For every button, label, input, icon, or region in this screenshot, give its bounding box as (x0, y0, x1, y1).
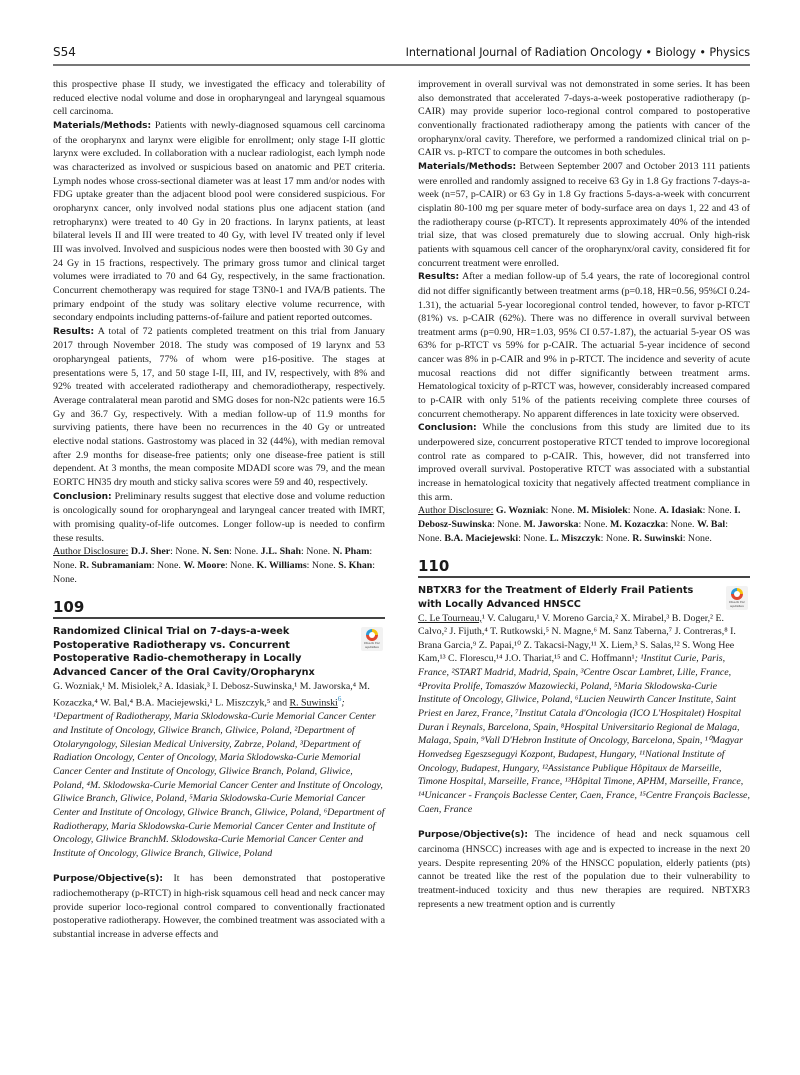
page-number: S54 (53, 45, 76, 59)
presenting-author: C. Le Tourneau, (418, 612, 482, 624)
section-label: Conclusion: (53, 491, 112, 502)
affiliations-109: ; ¹Department of Radiotherapy, Maria Sklodowska-Curie Memorial Cancer Center and Institute of Oncology, Gliwice Branch, Gliwice, Poland, ²Department of Otolaryngology, Silesian Medical University, Zabrze, Poland, ³Department of Radiation Oncology, Center of Oncology, Maria Sklodowska-Curie Memorial Cancer Center and Institute of Oncology, Gliwice Branch, Poland, Gliwice, Poland, ⁴M. Sklodowska-Curie Memorial Cancer Center and Institute of Oncology, Gliwice Branch, Gliwice, Poland, ⁵Maria Sklodowska-Curie Memorial Cancer Center and Institute of Oncology, Gliwice Branch, Gliwice, Poland, ⁶Department of Radiotherapy, Maria Sklodowska-Curie Memorial Cancer Center and Institute of Oncology, Gliwice BranchM. Sklodowska-Curie Memorial Cancer Center and Institute of Oncology, Gliwice Branch, Gliwice, Poland (53, 697, 385, 859)
authors-109: G. Wozniak,¹ M. Misiolek,² A. Idasiak,³ I. Debosz-Suwinska,¹ M. Jaworska,⁴ M. Kozaczka,⁴ W. Bal,⁴ B.A. Maciejewski,¹ L. Miszczyk,⁵ and R. Suwinski$^6$; ¹Department of Radiotherapy, Maria Sklodowska-Curie Memorial Cancer Center and Institute of Oncology, Gliwice Branch, Gliwice, Poland, ²Department of Otolaryngology, Silesian Medical University, Zabrze, Poland, ³Department of Radiation Oncology, Center of Oncology, Maria Sklodowska-Curie Memorial Cancer Center and Institute of Oncology, Gliwice Branch, Poland, Gliwice, Poland, ⁴M. Sklodowska-Curie Memorial Cancer Center and Institute of Oncology, Gliwice Branch, Gliwice, Poland, ⁵Maria Sklodowska-Curie Memorial Cancer Center and Institute of Oncology, Gliwice Branch, Gliwice, Poland, ⁶Department of Radiotherapy, Maria Sklodowska-Curie Memorial Cancer Center and Institute of Oncology, Gliwice BranchM. Sklodowska-Curie Memorial Cancer Center and Institute of Oncology, Gliwice Branch, Gliwice, Poland (53, 680, 385, 859)
results-section-109: Results: After a median follow-up of 5.4 years, the rate of locoregional control did not differ significantly between treatment arms (p=0.18, HR=0.56, 95%CI 0.24-1.31), the actuarial 5-year locoregional control tended, however, to favor p-RTCT (81%) vs. p-CAIR (62%). There was no difference in overall survival between treatment arms (p=0.90, HR=1.03, 95% CI 0.57-1.87), the actuarial 5-year OS was 63% for p-RTCT vs 59% for p-CAIR. The actuarial 5-year incidence of second cancer was 8% in p-CAIR and 9% in p-RTCT. The incidence and severity of acute mucosal reactions did not differ significantly between treatment arms. Hematological toxicity of p-RTCT was, however, considerably increased compared to p-CAIR with only 51% of the patients receiving complete three courses of concurrent chemotherapy. No apparent differences in late toxicity were observed. (418, 271, 750, 420)
presenting-author: R. Suwinski (289, 697, 338, 709)
right-column (418, 78, 750, 911)
section-label: Purpose/Objective(s): (418, 830, 528, 841)
purpose-section-110: Purpose/Objective(s): The incidence of head and neck squamous cell carcinoma (HNSCC) increases with age and is expected to increase in the next 20 years. Despite representing 20% of the HNSCC population, elderly patients (pts) cannot be treated like the rest of the population due to their vulnerability to treatment-induced toxicity and thus new therapies are required. NBTXR3 represents a new treatment option and is currently (418, 829, 750, 910)
section-label: Purpose/Objective(s): (53, 874, 163, 885)
affiliations-110: ; ¹Institut Curie, Paris, France, ²START Madrid, Madrid, Spain, ³Centre Oscar Lambret, Lille, France, ⁴Provita Prolife, Tomaszów Mazowiecki, Poland, ⁵Maria Sklodowska-Curie Institute of Oncology, Gliwice, Poland, ⁶Lucien Neuwirth Cancer Institute, Saint Priest en Jarez, France, ⁷Institut Catala d'Oncologia (ICO L'Hospitalet) Hospital Duran i Reynals, Barcelona, Spain, ⁸Hospital Universitario Regional de Malaga, Malaga, Spain, ⁹Vall D'Hebron Institute of Oncology, Barcelona, Spain, ¹⁰Magyar Honvedseg Egeszsegugyi Kozpont, Budapest, Hungary, ¹¹National Institute of Oncology, Budapest, Hungary, ¹²Assistance Publique Hôpitaux de Marseille, Timone Hospital, Marseille, France, ¹³Hôpital Timone, APHM, Marseille, France, ¹⁴Unicancer - François Baclesse Center, Caen, France, ¹⁵Centre François Baclesse, Caen, France (418, 653, 750, 815)
author-disclosure-109: Author Disclosure: G. Wozniak: None. M. Misiolek: None. A. Idasiak: None. I. Debosz-Suwinska: None. M. Jaworska: None. M. Kozaczka: None. W. Bal: None. B.A. Maciejewski: None. L. Miszczyk: None. R. Suwinski: None. (418, 505, 741, 544)
section-label: Materials/Methods: (53, 120, 152, 131)
purpose-section-109: Purpose/Objective(s): It has been demonstrated that postoperative radiochemotherapy (p-RTCT) in high-risk squamous cell head and neck cancer may provide superior loco-regional control compared to conventionally fractionated postoperative radiotherapy. However, the combined treatment was associated with a substantial increase in adverse effects and (53, 873, 385, 941)
conclusion-section: Conclusion: Preliminary results suggest that elective dose and volume reduction is oncologically sound for oropharyngeal and laryngeal cancer treated with IMRT, with promising quality-of-life outcomes. Longer follow-up is needed to confirm these results. (53, 490, 385, 544)
abstract-title-109: Randomized Clinical Trial on 7-days-a-week Postoperative Radiotherapy vs. Concurrent Postoperative Radio-chemotherapy in Locally Advanced Cancer of the Oral Cavity/Oropharynx Check for updates (53, 625, 385, 679)
abstract-number-109: 109 (53, 598, 385, 619)
check-for-updates-icon[interactable]: Check for updates (726, 586, 748, 610)
section-label: Results: (418, 272, 460, 283)
section-label: Results: (53, 326, 95, 337)
abstract-number-110: 110 (418, 557, 750, 578)
results-section: Results: A total of 72 patients completed treatment on this trial from January 2017 through November 2018. The study was composed of 19 larynx and 53 oropharyngeal patients, 77% of whom were p16-positive. The stages at presentations were 5, 17, and 50 stage I-II, III, and IV, respectively, with 8% and 92% treated with accelerated radiotherapy and chemoradiotherapy, respectively. Average contralateral mean parotid and SMG doses for non-N2c patients were 16.5 Gy and 36.7 Gy, respectively. With a median follow-up of 11.9 months for surviving patients, there have been no recurrences in the 40 Gy or untreated elective nodal stations. Gastrostomy was placed in 32 (44%), with median removal after 2.9 months for disease-free patients; only one disease-free patient is still dependent. At 3 months, the mean composite MDADI score was 79, and the mean EORTC HN35 dry mouth and sticky saliva scores were 59 and 40, respectively. (53, 325, 385, 489)
disclosure-label: Author Disclosure: (53, 546, 129, 558)
continuation-paragraph: this prospective phase II study, we investigated the efficacy and tolerability of reduced elective nodal volume and dose in oropharyngeal and laryngeal squamous cell carcinoma. (53, 79, 385, 118)
journal-title: International Journal of Radiation Oncology • Biology • Physics (405, 46, 750, 59)
left-column (53, 78, 385, 942)
check-for-updates-icon[interactable]: Check for updates (361, 627, 383, 651)
abstract-title-110: NBTXR3 for the Treatment of Elderly Frail Patients with Locally Advanced HNSCC Check for updates (418, 584, 750, 611)
materials-methods-section-109: Materials/Methods: Between September 2007 and October 2013 111 patients were enrolled and randomly assigned to receive 63 Gy in 1.8 Gy fractions 7-days-a-week (n=57, p-CAIR) or 63 Gy in 1.8 Gy fractions 5-days-a-week with concurrent cisplatin 80-100 mg per square meter of body-surface area on days 1, 22 and 43 of the radiotherapy course (p-RTCT). It represents approximately 40% of the intended trial size, that was closed prematurely due to slowing accrual. Only high-risk patients with squamous cell cancer of the oropharynx/oral cavity, considered fit for concurrent treatment were enrolled. (418, 160, 750, 269)
section-label: Conclusion: (418, 423, 477, 434)
disclosure-label: Author Disclosure: (418, 505, 494, 517)
purpose-continued-109: improvement in overall survival was not demonstrated in some series. It has been also demonstrated that accelerated 7-days-a-week postoperative radiotherapy (p-CAIR) may provide superior loco-regional control compared to postoperative conventionally fractionated radiotherapy among the patients with cancer of the oropharynx/oral cavity. Therefore, we performed a randomized clinical trial on p-CAIR vs. p-RTCT to compare the outcomes in both schedules. (418, 79, 750, 159)
authors-110: C. Le Tourneau,¹ V. Calugaru,¹ V. Moreno Garcia,² X. Mirabel,³ B. Doger,² E. Calvo,² J. Fijuth,⁴ T. Rutkowski,⁵ N. Magne,⁶ M. Sanz Taberna,⁷ J. Contreras,⁸ I. Brana Garcia,⁹ Z. Papai,¹⁰ Z. Takacsi-Nagy,¹¹ X. Liem,³ S. Salas,¹² S. Wong Hee Kam,¹³ C. Florescu,¹⁴ J.O. Thariat,¹⁵ and C. Hoffmann¹; ¹Institut Curie, Paris, France, ²START Madrid, Madrid, Spain, ³Centre Oscar Lambret, Lille, France, ⁴Provita Prolife, Tomaszów Mazowiecki, Poland, ⁵Maria Sklodowska-Curie Institute of Oncology, Gliwice, Poland, ⁶Lucien Neuwirth Cancer Institute, Saint Priest en Jarez, France, ⁷Institut Catala d'Oncologia (ICO L'Hospitalet) Hospital Duran i Reynals, Barcelona, Spain, ⁸Hospital Universitario Regional de Malaga, Malaga, Spain, ⁹Vall D'Hebron Institute of Oncology, Barcelona, Spain, ¹⁰Magyar Honvedseg Egeszsegugyi Kozpont, Budapest, Hungary, ¹¹National Institute of Oncology, Budapest, Hungary, ¹²Assistance Publique Hôpitaux de Marseille, Timone Hospital, Marseille, France, ¹³Hôpital Timone, APHM, Marseille, France, ¹⁴Unicancer - François Baclesse Center, Caen, France, ¹⁵Centre François Baclesse, Caen, France (418, 612, 750, 815)
author-disclosure: Author Disclosure: D.J. Sher: None. N. Sen: None. J.L. Shah: None. N. Pham: None. R. Subramaniam: None. W. Moore: None. K. Williams: None. S. Khan: None. (53, 546, 376, 585)
conclusion-section-109: Conclusion: While the conclusions from this study are limited due to its underpowered size, concurrent postoperative RTCT tended to improve locoregional control rate as compared to p-CAIR. This, however, did not transferred into improved overall survival. Postoperative RTCT was associated with a substantial increase in hematological toxicity that negatively affected treatment compliance in this arm. (418, 422, 750, 503)
materials-methods-section: Materials/Methods: Patients with newly-diagnosed squamous cell carcinoma of the oropharynx and larynx were eligible for enrollment; only stage I-II glottic larynx were excluded. In collaboration with a nuclear radiologist, each lymph node was characterized as involved or suspicious based on anatomic and PET criteria. Lymph nodes whose cross-sectional diameter was at least 17 mm and/or nodes with FDG uptake greater than the adjacent blood pool were considered suspicious. For oropharynx cancer, only involved nodal stations plus one adjacent station (and retropharynx) were treated to 40 Gy in 20 fractions. In larynx patients, at least bilateral levels II and III were treated to 40 Gy, with level IV treated only if level III was involved. Involved and suspicious nodes were then boosted with 30 Gy and 24 Gy in 15 fractions, respectively. The primary gross tumor and clinical target volumes were irradiated to 70 and 64 Gy, respectively, in the same fractionation. Concurrent chemotherapy was required for stage T3N0-1 and IVA/B patients. The primary endpoint of the study was solitary elective volume recurrence, with secondary endpoints including patterns-of-failure and patient reported outcomes. (53, 119, 385, 324)
section-label: Materials/Methods: (418, 161, 517, 172)
page-header (53, 44, 750, 66)
